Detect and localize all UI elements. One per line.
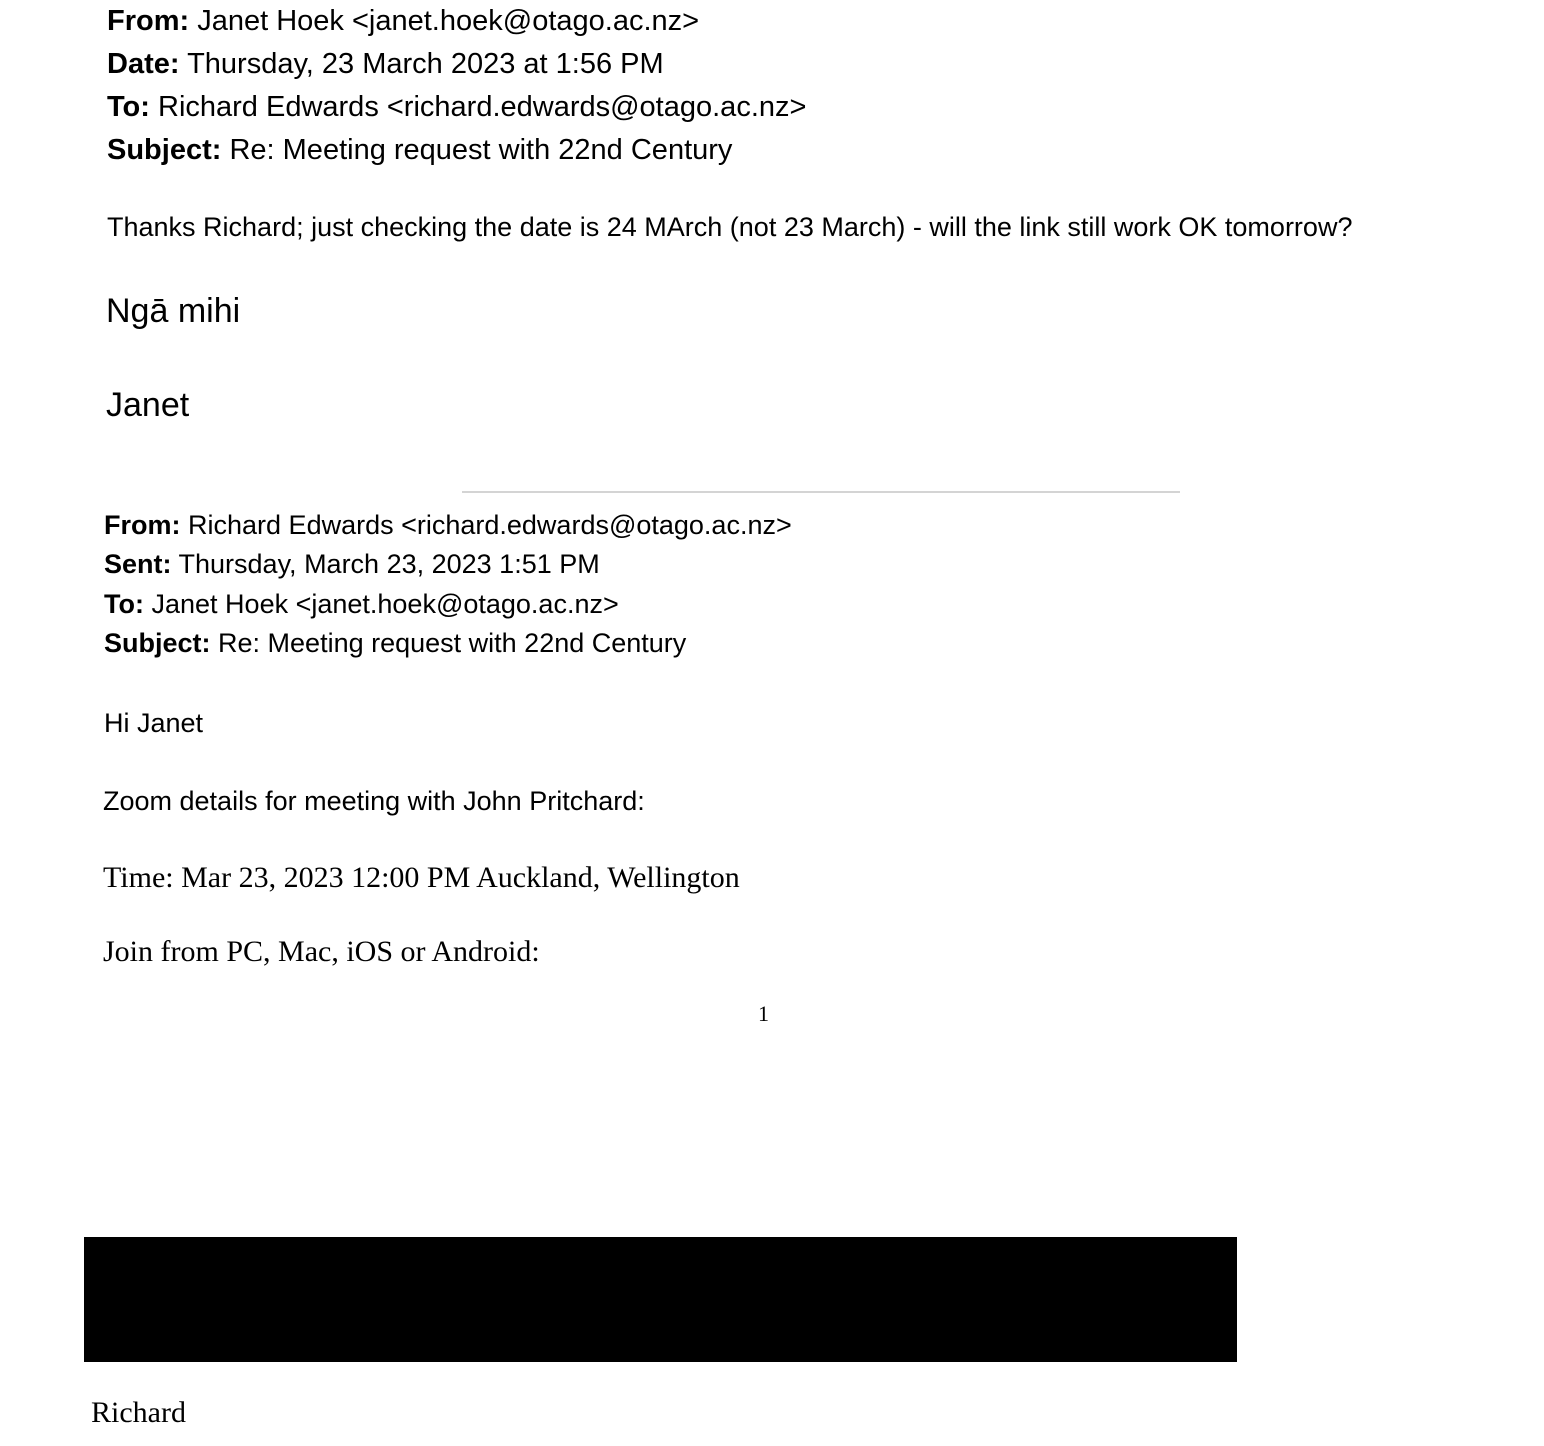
email2-from-label: From: [104,510,181,540]
email1-subject-value: Re: Meeting request with 22nd Century [229,134,733,166]
email1-date-line [107,46,664,82]
email1-subject-label: Subject: [107,134,222,166]
email2-subject-label: Subject: [104,628,211,658]
email2-greeting: Hi Janet [104,708,204,738]
email1-date-label: Date: [107,48,180,80]
email2-sent-line [104,548,600,580]
email1-to-label: To: [107,91,150,123]
email1-signature: Janet [106,386,190,424]
email1-subject-line [107,132,732,168]
email1-from-line [107,3,699,39]
email-divider [462,491,1180,493]
email2-subject-line [104,627,686,659]
email2-sent-value: Thursday, March 23, 2023 1:51 PM [178,549,600,579]
email1-closing: Ngā mihi [106,292,241,330]
email2-from-line [104,509,792,541]
email2-subject-value: Re: Meeting request with 22nd Century [218,628,687,658]
email1-body: Thanks Richard; just checking the date is 24 MArch (not 23 March) - will the link still work OK tomorrow? [107,212,1353,242]
email2-signature: Richard [91,1396,186,1429]
email1-to-value: Richard Edwards <richard.edwards@otago.ac.nz> [158,91,807,123]
email1-from-value: Janet Hoek <janet.hoek@otago.ac.nz> [197,5,700,37]
email2-join-line: Join from PC, Mac, iOS or Android: [103,935,540,968]
email1-from-label: From: [107,5,190,37]
page-number: 1 [758,1001,769,1026]
email2-to-line [104,588,619,620]
email2-to-value: Janet Hoek <janet.hoek@otago.ac.nz> [151,589,619,619]
email2-time-line: Time: Mar 23, 2023 12:00 PM Auckland, Wellington [103,861,740,894]
email2-to-label: To: [104,589,144,619]
email2-from-value: Richard Edwards <richard.edwards@otago.ac.nz> [188,510,792,540]
email1-date-value: Thursday, 23 March 2023 at 1:56 PM [187,48,664,80]
email2-zoom-intro: Zoom details for meeting with John Pritchard: [103,786,645,816]
redaction-block [84,1237,1237,1362]
email2-sent-label: Sent: [104,549,172,579]
email1-to-line [107,89,806,125]
